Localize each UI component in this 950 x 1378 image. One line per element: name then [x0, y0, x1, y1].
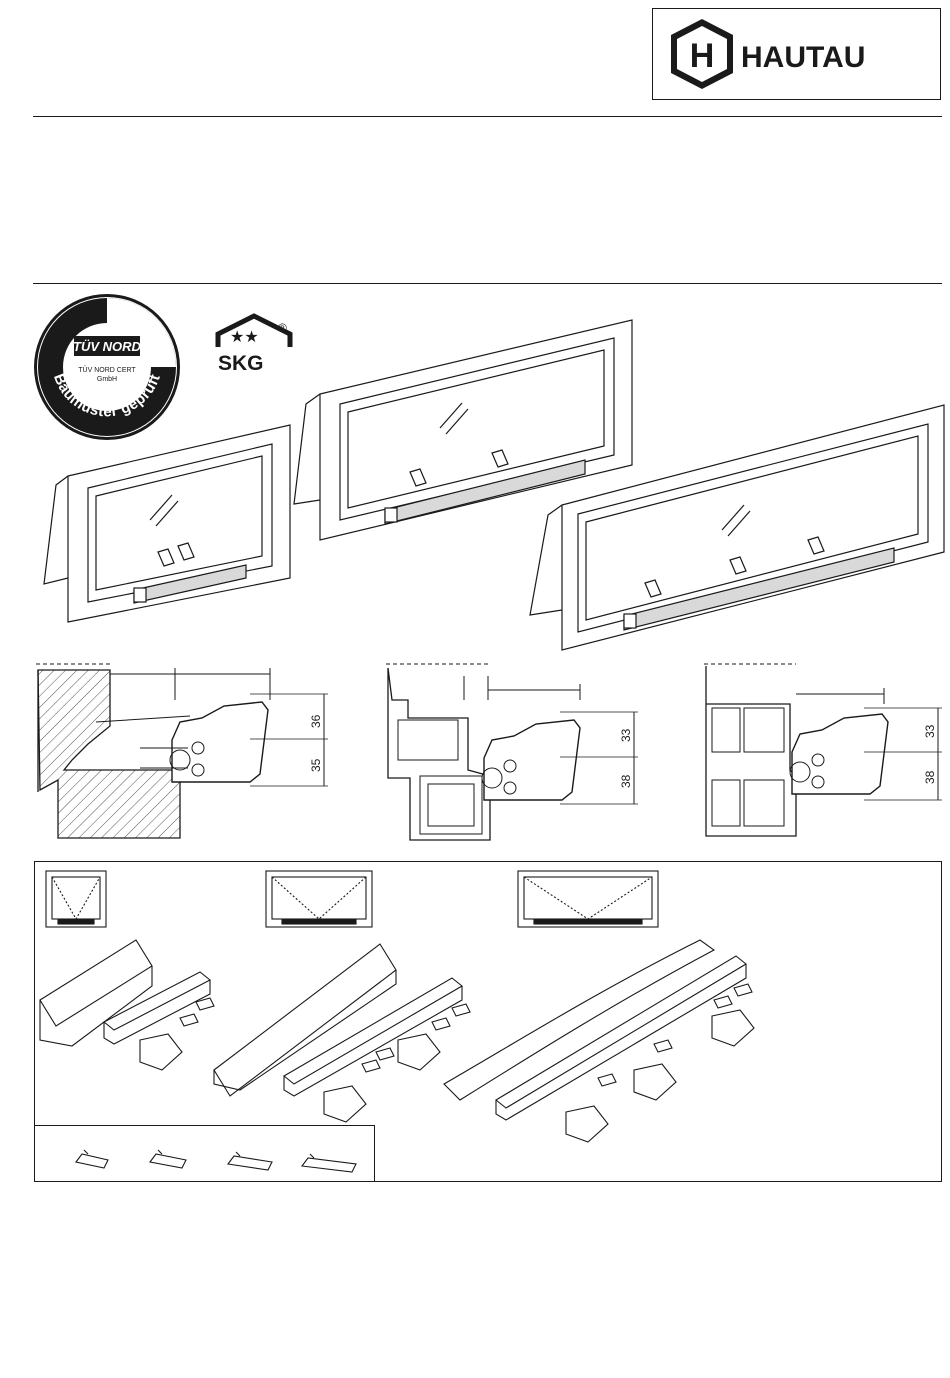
star-icon: ★★: [230, 329, 259, 346]
tuv-brand: TÜV NORD: [73, 339, 141, 354]
skg-label: SKG: [218, 352, 264, 375]
kit-illustrations: [34, 861, 942, 1182]
kit-small: [40, 940, 214, 1070]
window-type-icon-large: [518, 871, 658, 927]
brand-name: HAUTAU: [741, 41, 866, 74]
window-illustrations: [0, 300, 950, 660]
skg-registered: ®: [278, 321, 287, 335]
dim-alu-upper: 33: [923, 724, 937, 738]
brand-mark: H: [689, 37, 715, 75]
header-rule-top: [33, 116, 942, 117]
window-type-icon-medium: [266, 871, 372, 927]
window-type-icon-small: [46, 871, 106, 927]
tuv-cert-line1: TÜV NORD CERT: [78, 367, 136, 374]
cross-sections: [0, 655, 950, 855]
tuv-ring-text: Baumuster geprüft: [50, 371, 164, 421]
dim-wood-upper: 36: [309, 714, 323, 728]
dim-pvc-lower: 38: [619, 774, 633, 788]
dim-alu-lower: 38: [923, 770, 937, 784]
section-aluminium: [704, 664, 942, 836]
section-wood: [36, 664, 328, 838]
section-pvc: [386, 664, 638, 840]
accessory-clips: [76, 1150, 356, 1172]
header-rule-bottom: [33, 283, 942, 284]
tuv-cert-line2: GmbH: [96, 376, 118, 383]
kit-large: [444, 940, 754, 1142]
brand-logo: [653, 9, 939, 98]
dim-pvc-upper: 33: [619, 728, 633, 742]
kit-medium: [214, 944, 470, 1122]
dim-wood-lower: 35: [309, 758, 323, 772]
window-small: [44, 425, 290, 622]
brand-logo-box: [652, 8, 941, 100]
